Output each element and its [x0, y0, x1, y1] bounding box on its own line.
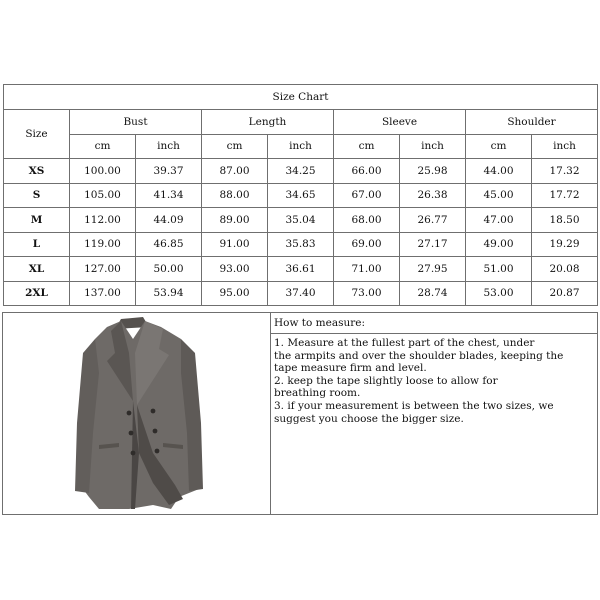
size-chart-title: Size Chart: [4, 85, 598, 110]
table-cell: 35.83: [268, 232, 334, 257]
measure-line: breathing room.: [274, 387, 361, 400]
measure-line: 3. if your measurement is between the two sizes, we: [274, 399, 554, 412]
table-cell: 39.37: [136, 159, 202, 184]
table-cell: 26.77: [400, 208, 466, 233]
table-cell: 112.00: [70, 208, 136, 233]
size-label: M: [4, 208, 70, 233]
table-row: [4, 159, 598, 184]
table-cell: 71.00: [334, 257, 400, 282]
table-cell: 19.29: [532, 232, 598, 257]
table-cell: 20.08: [532, 257, 598, 282]
size-label: XL: [4, 257, 70, 282]
table-cell: 119.00: [70, 232, 136, 257]
table-cell: 73.00: [334, 281, 400, 306]
table-cell: 44.00: [466, 159, 532, 184]
table-cell: 26.38: [400, 183, 466, 208]
table-cell: 36.61: [268, 257, 334, 282]
measure-line: 2. keep the tape slightly loose to allow for: [274, 374, 498, 387]
table-cell: 105.00: [70, 183, 136, 208]
table-cell: 95.00: [202, 281, 268, 306]
shoulder-header: Shoulder: [466, 110, 598, 135]
table-cell: 53.94: [136, 281, 202, 306]
table-cell: 45.00: [466, 183, 532, 208]
table-cell: 67.00: [334, 183, 400, 208]
size-label: S: [4, 183, 70, 208]
coat-image-cell: [3, 313, 271, 514]
measure-body: [271, 334, 597, 425]
table-cell: 100.00: [70, 159, 136, 184]
measure-instructions: [271, 313, 597, 514]
table-cell: 37.40: [268, 281, 334, 306]
unit-inch: inch: [136, 134, 202, 159]
coat-image: [3, 313, 270, 514]
unit-cm: cm: [466, 134, 532, 159]
unit-inch: inch: [268, 134, 334, 159]
table-cell: 27.95: [400, 257, 466, 282]
table-cell: 50.00: [136, 257, 202, 282]
size-chart-table: [3, 84, 598, 306]
unit-cm: cm: [334, 134, 400, 159]
unit-row: [4, 134, 598, 159]
table-cell: 17.72: [532, 183, 598, 208]
size-label: XS: [4, 159, 70, 184]
table-cell: 34.25: [268, 159, 334, 184]
table-cell: 34.65: [268, 183, 334, 208]
measure-line: tape measure firm and level.: [274, 362, 427, 375]
table-cell: 20.87: [532, 281, 598, 306]
table-cell: 28.74: [400, 281, 466, 306]
table-cell: 25.98: [400, 159, 466, 184]
table-cell: 53.00: [466, 281, 532, 306]
table-row: [4, 208, 598, 233]
table-cell: 137.00: [70, 281, 136, 306]
measure-line: suggest you choose the bigger size.: [274, 412, 464, 425]
measure-line: 1. Measure at the fullest part of the chest, under: [274, 337, 535, 349]
table-cell: 93.00: [202, 257, 268, 282]
table-row: [4, 232, 598, 257]
table-cell: 27.17: [400, 232, 466, 257]
table-cell: 51.00: [466, 257, 532, 282]
table-cell: 17.32: [532, 159, 598, 184]
table-cell: 47.00: [466, 208, 532, 233]
table-cell: 49.00: [466, 232, 532, 257]
unit-cm: cm: [202, 134, 268, 159]
table-cell: 41.34: [136, 183, 202, 208]
table-cell: 66.00: [334, 159, 400, 184]
size-label: 2XL: [4, 281, 70, 306]
length-header: Length: [202, 110, 334, 135]
table-cell: 35.04: [268, 208, 334, 233]
table-cell: 69.00: [334, 232, 400, 257]
measure-line: the armpits and over the shoulder blades, keeping the: [274, 349, 564, 362]
size-label: L: [4, 232, 70, 257]
table-cell: 127.00: [70, 257, 136, 282]
table-cell: 68.00: [334, 208, 400, 233]
sleeve-header: Sleeve: [334, 110, 466, 135]
unit-cm: cm: [70, 134, 136, 159]
measure-title: How to measure:: [271, 313, 597, 334]
coat-illustration: [75, 317, 203, 509]
table-cell: 18.50: [532, 208, 598, 233]
unit-inch: inch: [400, 134, 466, 159]
unit-inch: inch: [532, 134, 598, 159]
table-cell: 46.85: [136, 232, 202, 257]
table-row: [4, 257, 598, 282]
table-cell: 44.09: [136, 208, 202, 233]
table-cell: 88.00: [202, 183, 268, 208]
table-cell: 91.00: [202, 232, 268, 257]
bust-header: Bust: [70, 110, 202, 135]
table-row: [4, 281, 598, 306]
table-cell: 89.00: [202, 208, 268, 233]
measure-guide-panel: [2, 312, 598, 515]
table-row: [4, 183, 598, 208]
size-column-header: Size: [4, 110, 70, 159]
table-cell: 87.00: [202, 159, 268, 184]
